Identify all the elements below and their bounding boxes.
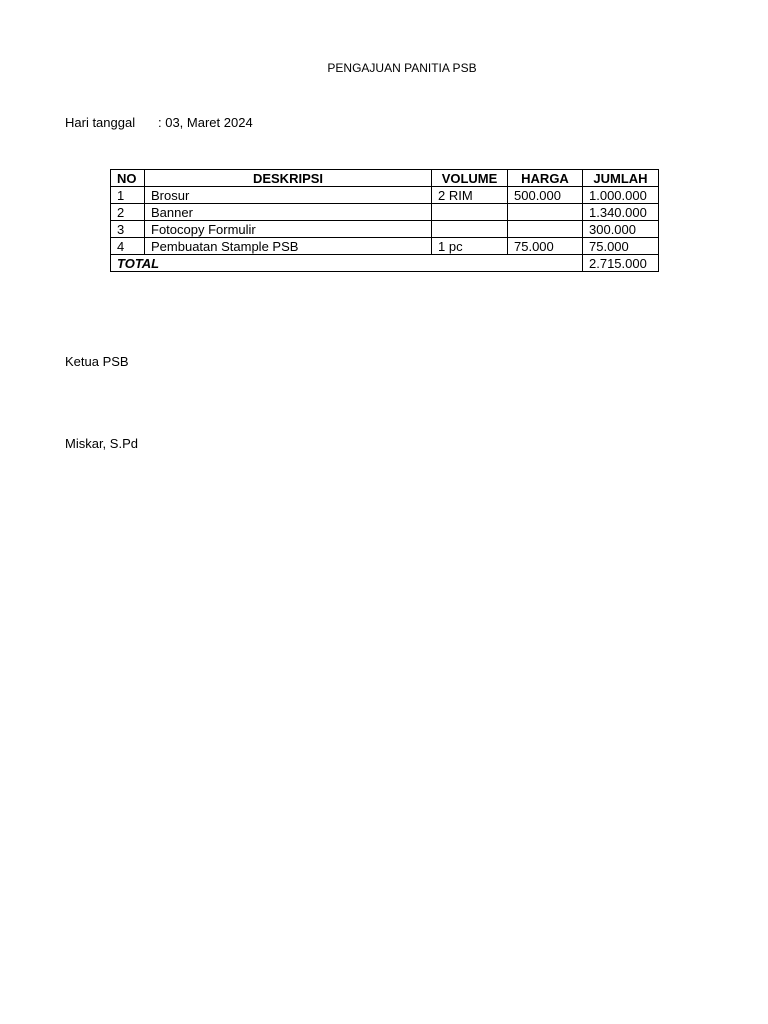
document-title: PENGAJUAN PANITIA PSB xyxy=(327,61,477,75)
signer-role: Ketua PSB xyxy=(65,354,129,369)
cell-amount: 300.000 xyxy=(583,221,659,238)
date-label: Hari tanggal xyxy=(65,115,136,130)
budget-table xyxy=(110,169,659,272)
cell-no: 4 xyxy=(111,238,145,255)
cell-volume: 2 RIM xyxy=(432,187,508,204)
cell-price: 500.000 xyxy=(508,187,583,204)
cell-amount: 1.000.000 xyxy=(583,187,659,204)
cell-amount: 1.340.000 xyxy=(583,204,659,221)
cell-description: Brosur xyxy=(145,187,432,204)
table-row xyxy=(111,204,659,221)
total-value: 2.715.000 xyxy=(583,255,659,272)
header-amount: JUMLAH xyxy=(583,170,659,187)
total-label: TOTAL xyxy=(111,255,583,272)
table-row xyxy=(111,187,659,204)
cell-no: 2 xyxy=(111,204,145,221)
table-row xyxy=(111,221,659,238)
date-value: : 03, Maret 2024 xyxy=(158,115,253,130)
cell-description: Fotocopy Formulir xyxy=(145,221,432,238)
cell-amount: 75.000 xyxy=(583,238,659,255)
header-description: DESKRIPSI xyxy=(145,170,432,187)
cell-price xyxy=(508,204,583,221)
cell-no: 3 xyxy=(111,221,145,238)
table-row xyxy=(111,238,659,255)
table-header-row xyxy=(111,170,659,187)
cell-volume xyxy=(432,221,508,238)
cell-volume: 1 pc xyxy=(432,238,508,255)
header-volume: VOLUME xyxy=(432,170,508,187)
cell-description: Banner xyxy=(145,204,432,221)
table-total-row xyxy=(111,255,659,272)
cell-volume xyxy=(432,204,508,221)
cell-price xyxy=(508,221,583,238)
cell-no: 1 xyxy=(111,187,145,204)
signer-name: Miskar, S.Pd xyxy=(65,436,138,451)
cell-description: Pembuatan Stample PSB xyxy=(145,238,432,255)
date-row xyxy=(65,115,253,130)
header-no: NO xyxy=(111,170,145,187)
header-price: HARGA xyxy=(508,170,583,187)
cell-price: 75.000 xyxy=(508,238,583,255)
